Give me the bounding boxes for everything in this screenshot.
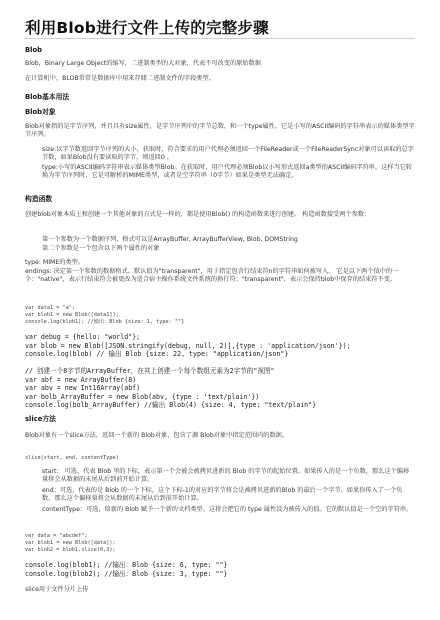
code-block-3 (25, 367, 417, 410)
section-heading-basic: Blob基本用法 (25, 93, 70, 101)
slice-param-end: end：可选，代表的是 Blob 的一个下标，这个下标-1的对应的字节将会是被拷贝进新的Blob 的最后一个字节。如果你传入了一个负数，那么这个偏移量将会从数据的末尾从后到前开始计算。 (42, 487, 403, 503)
code-line: var abf = new ArrayBuffer(8) (25, 375, 137, 384)
endings-line: endings: 决定第一个参数的数据格式。默认值为"transparent"，用于指定包含行结束符n的字符串如何被写入。 它是以下两个值中的一个："native"，表示行结束符会被更改为适合宿主操作系统文件系统的换行符；"transparent"，表示会保持blob中保存的结束符不变。 (25, 268, 399, 284)
slice-param-start: start： 可选，代表 Blob 里的下标，表示第一个会被会被拷贝进新的 Blob 的字节的起始位置。如果传入的是一个负数，那么这个偏移量将会从数据的末尾从后到前开始计算。 (42, 468, 410, 484)
section-heading-constructor: 构造函数 (25, 195, 53, 203)
code-block-1 (25, 305, 417, 326)
code-line: var data = "abcdef"; (25, 533, 88, 539)
code-line: // 创建一个8字节的ArrayBuffer，在其上创建一个每个数组元素为2字节的"视图" (25, 367, 275, 375)
title-divider (25, 38, 415, 39)
code-line: var data1 = "a"; (25, 305, 75, 311)
code-block-5 (25, 561, 417, 578)
section-heading-blob: Blob (25, 46, 43, 54)
type-property: type:小写的ASCII编码字符串表示媒体类型Blob。在获取时，用户代理必须Blob以小写形式返回a类型的ASCII编码字符串，这样当它转换为字节序列时，它是可解析的MIME类型，或者是空字符串（0字节）如果是类型无法确定。 (42, 164, 413, 180)
code-line: console.log(blob) // 输出 Blob {size: 22, type: "application/json"} (25, 350, 289, 359)
code-line: var blob2 = blob1.slice(0,3); (25, 547, 116, 553)
code-line: var blob1 = new Blob([data1]); (25, 312, 119, 318)
section-heading-slice: slice方法 (25, 415, 56, 423)
blob-definition: Blob，Binary Large Object的缩写，二进制类型的大对象，代表不可改变的原始数据 (25, 60, 261, 67)
code-block-4 (25, 533, 417, 554)
code-line: var abv = new Int16Array(abf) (25, 384, 141, 393)
param-second: 第二个参数是一个包含以下两个属性的对象 (42, 245, 160, 252)
code-line: var blob1 = new Blob([data]); (25, 540, 116, 546)
object-description: Blob对象指的是字节序列，并且具有size属性，是字节序列中的字节总数，和一个type属性，它是小写的ASCII编码的字符串表示的媒体类型字节序列。 (25, 123, 415, 139)
slice-param-contenttype: contentType：可选，给新的 Blob 赋予一个新的文档类型。这将会把它的 type 属性设为被传入的值。它的默认值是一个空的字符串。 (42, 506, 413, 513)
code-line: console.log(blob1); //输出：Blob {size: 1, type: ""} (25, 319, 185, 325)
size-property: size:以字节数返回字节序列的大小。获取时，符合要求的用户代理必须返回一个FileReader或一个FileReaderSync对象可以读取的总字节数，如果Blob没有要读取的字节，则返回0 。 (42, 146, 414, 162)
type-mime-line: type: MIME的类型。 (25, 259, 85, 266)
constructor-description: 创建blob对象本质上和创建一个其他对象的方式是一样的，都是使用Blob() 的构造函数来进行创建。 构造函数接受两个参数： (25, 211, 371, 218)
code-line: console.log(blob1); //输出：Blob {size: 6, type: ""} (25, 561, 228, 569)
code-line: console.log(blob2); //输出：Blob {size: 3, type: ""} (25, 569, 228, 578)
section-heading-object: Blob对象 (25, 108, 56, 116)
param-first: 第一个参数为一个数据序列，格式可以是ArrayBuffer, ArrayBufferView, Blob, DOMString (42, 236, 298, 243)
slice-description: Blob对象有一个slice方法，返回一个新的 Blob对象，包含了源 Blob对象中指定范围内的数据。 (25, 432, 289, 439)
page-title: 利用Blob进行文件上传的完整步骤 (25, 19, 269, 37)
code-line: var blob = new Blob([JSON.stringify(debug, null, 2)],{type : 'application/json'}); (25, 341, 351, 350)
blob-usage: 在计算机中，BLOB常常是数据库中用来存储二进制文件的字段类型。 (25, 75, 215, 82)
code-line: console.log(bolb_ArrayBuffer) //输出 Blob(4) {size: 4, type: "text/plain"} (25, 401, 317, 410)
slice-signature: slice(start, end, contentType) (25, 455, 119, 461)
code-line: var bolb_ArrayBuffer = new Blob(abv, {type : 'text/plain'}) (25, 392, 260, 401)
code-block-2 (25, 333, 417, 359)
slice-upload-line: slice用于文件分片上传 (25, 586, 89, 593)
code-line: var debug = {hello: "world"}; (25, 333, 141, 341)
